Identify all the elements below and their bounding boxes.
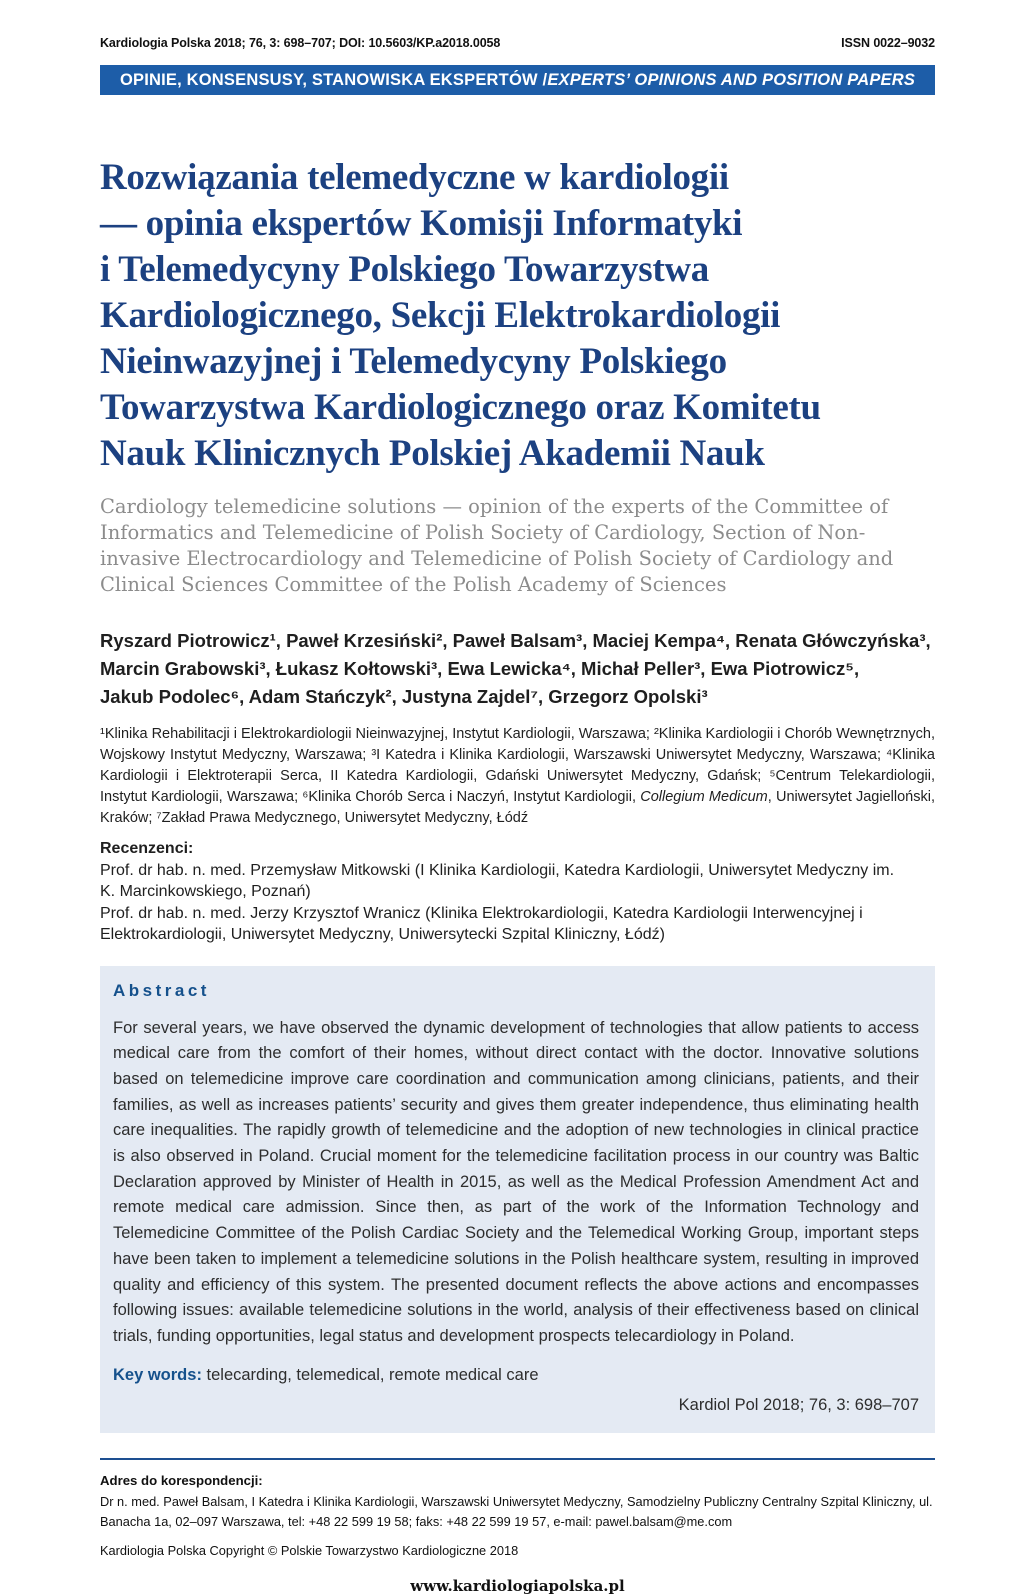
page-header	[100, 0, 935, 50]
reviewer-item: Prof. dr hab. n. med. Przemysław Mitkowski (I Klinika Kardiologii, Katedra Kardiologii, Uniwersytet Medyczny im. K. Marcinkowskiego, Poznań)	[100, 861, 895, 900]
title-line: Nauk Klinicznych Polskiej Akademii Nauk	[100, 433, 765, 474]
affiliations	[100, 724, 935, 829]
title-line: Rozwiązania telemedyczne w kardiologii	[100, 157, 729, 198]
reviewers-section	[100, 838, 935, 946]
title-line: — opinia ekspertów Komisji Informatyki	[100, 203, 743, 244]
article-title-en: Cardiology telemedicine solutions — opinion of the experts of the Committee of Informatics and Telemedicine of Polish Society of Cardiology, Section of Non-invasive Electrocardiology and Telemedicine of Polish Society of Cardiology and Clinical Sciences Committee of the Polish Academy of Sciences	[100, 495, 894, 596]
journal-website: www.kardiologiapolska.pl	[410, 1576, 625, 1595]
banner-label-en: EXPERTS’ OPINIONS AND POSITION PAPERS	[547, 70, 916, 89]
author-line: Jakub Podolec⁶, Adam Stańczyk², Justyna Zajdel⁷, Grzegorz Opolski³	[100, 686, 708, 707]
title-line: Nieinwazyjnej i Telemedycyny Polskiego	[100, 341, 727, 382]
article-title-pl	[100, 155, 935, 477]
title-line: i Telemedycyny Polskiego Towarzystwa	[100, 249, 709, 290]
abstract-heading: Abstract	[113, 980, 210, 1000]
abstract-citation: Kardiol Pol 2018; 76, 3: 698–707	[678, 1395, 919, 1414]
title-line: Kardiologicznego, Sekcji Elektrokardiologii	[100, 295, 781, 336]
reviewers-label: Recenzenci:	[100, 840, 194, 857]
copyright-text: Kardiologia Polska Copyright © Polskie Towarzystwo Kardiologiczne 2018	[100, 1543, 519, 1559]
correspondence-text: Dr n. med. Paweł Balsam, I Katedra i Klinika Kardiologii, Warszawski Uniwersytet Medyczny, Samodzielny Publiczny Centralny Szpital Kliniczny, ul. Banacha 1a, 02–097 Warszawa, tel: +48 22 599 19 58; faks: +48 22 599 19 57, e-mail: pawel.balsam@me.com	[100, 1494, 933, 1529]
abstract-body: For several years, we have observed the dynamic development of technologies that allow patients to access medical care from the comfort of their homes, without direct contact with the doctor. Innovative solutions based on telemedicine improve care coordination and communication among clinicians, patients, and their families, as well as increases patients’ security and gives them greater independence, thus eliminating health care inequalities. The rapidly growth of telemedicine and the adoption of new technologies in clinical practice is also observed in Poland. Crucial moment for the telemedicine facilitation process in our country was Baltic Declaration approved by Minister of Health in 2015, as well as the Medical Profession Amendment Act and remote medical care admission. Since then, as part of the work of the Information Technology and Telemedicine Committee of the Polish Cardiac Society and the Telemedical Working Group, important steps have been taken to implement a telemedicine solutions in the Polish healthcare system, resulting in improved quality and efficiency of this system. The presented document reflects the above actions and encompasses following issues: available telemedicine solutions in the world, analysis of their effectiveness based on clinical trials, funding opportunities, legal status and development prospects telecardiology in Poland.	[113, 1018, 919, 1345]
footer-divider	[100, 1458, 935, 1460]
author-list	[100, 627, 935, 711]
journal-citation: Kardiologia Polska 2018; 76, 3: 698–707; DOI: 10.5603/KP.a2018.0058	[100, 36, 501, 50]
footer	[100, 1471, 935, 1561]
affiliation-text: ¹Klinika Rehabilitacji i Elektrokardiologii Nieinwazyjnej, Instytut Kardiologii, Warszawa; ²Klinika Kardiologii i Chorób Wewnętrznych, Wojskowy Instytut Medyczny, Warszawa; ³I Katedra i Klinika Kardiologii, Warszawski Uniwersytet Medyczny, Warszawa; ⁴Klinika Kardiologii i Elektroterapii Serca, II Katedra Kardiologii, Gdański Uniwersytet Medyczny, Gdańsk; ⁵Centrum Telekardiologii, Instytut Kardiologii, Warszawa; ⁶Klinika Chorób Serca i Naczyń, Instytut Kardiologii,	[100, 726, 935, 805]
affiliation-text-italic: Collegium Medicum	[640, 789, 768, 805]
title-line: Towarzystwa Kardiologicznego oraz Komitetu	[100, 387, 821, 428]
keywords-label: Key words:	[113, 1365, 202, 1384]
banner-label-pl: OPINIE, KONSENSUSY, STANOWISKA EKSPERTÓW /	[119, 70, 548, 89]
author-line: Marcin Grabowski³, Łukasz Kołtowski³, Ewa Lewicka⁴, Michał Peller³, Ewa Piotrowicz⁵,	[100, 658, 860, 679]
section-banner	[100, 65, 935, 95]
correspondence-label: Adres do korespondencji:	[100, 1472, 263, 1488]
author-line: Ryszard Piotrowicz¹, Paweł Krzesiński², Paweł Balsam³, Maciej Kempa⁴, Renata Główczyńska³,	[100, 630, 931, 651]
keywords-row	[113, 1363, 919, 1387]
affiliation-text: , Uniwersytet Jagielloński, Kraków; ⁷Zakład Prawa Medycznego, Uniwersytet Medyczny, Łódź	[100, 789, 935, 826]
reviewer-item: Prof. dr hab. n. med. Jerzy Krzysztof Wranicz (Klinika Elektrokardiologii, Katedra Kardiologii Interwencyjnej i Elektrokardiologii, Uniwersytet Medyczny, Uniwersytecki Szpital Kliniczny, Łódź)	[100, 904, 863, 943]
issn: ISSN 0022–9032	[841, 36, 935, 50]
abstract-box	[100, 966, 935, 1433]
keywords-text: telecarding, telemedical, remote medical care	[201, 1365, 539, 1384]
